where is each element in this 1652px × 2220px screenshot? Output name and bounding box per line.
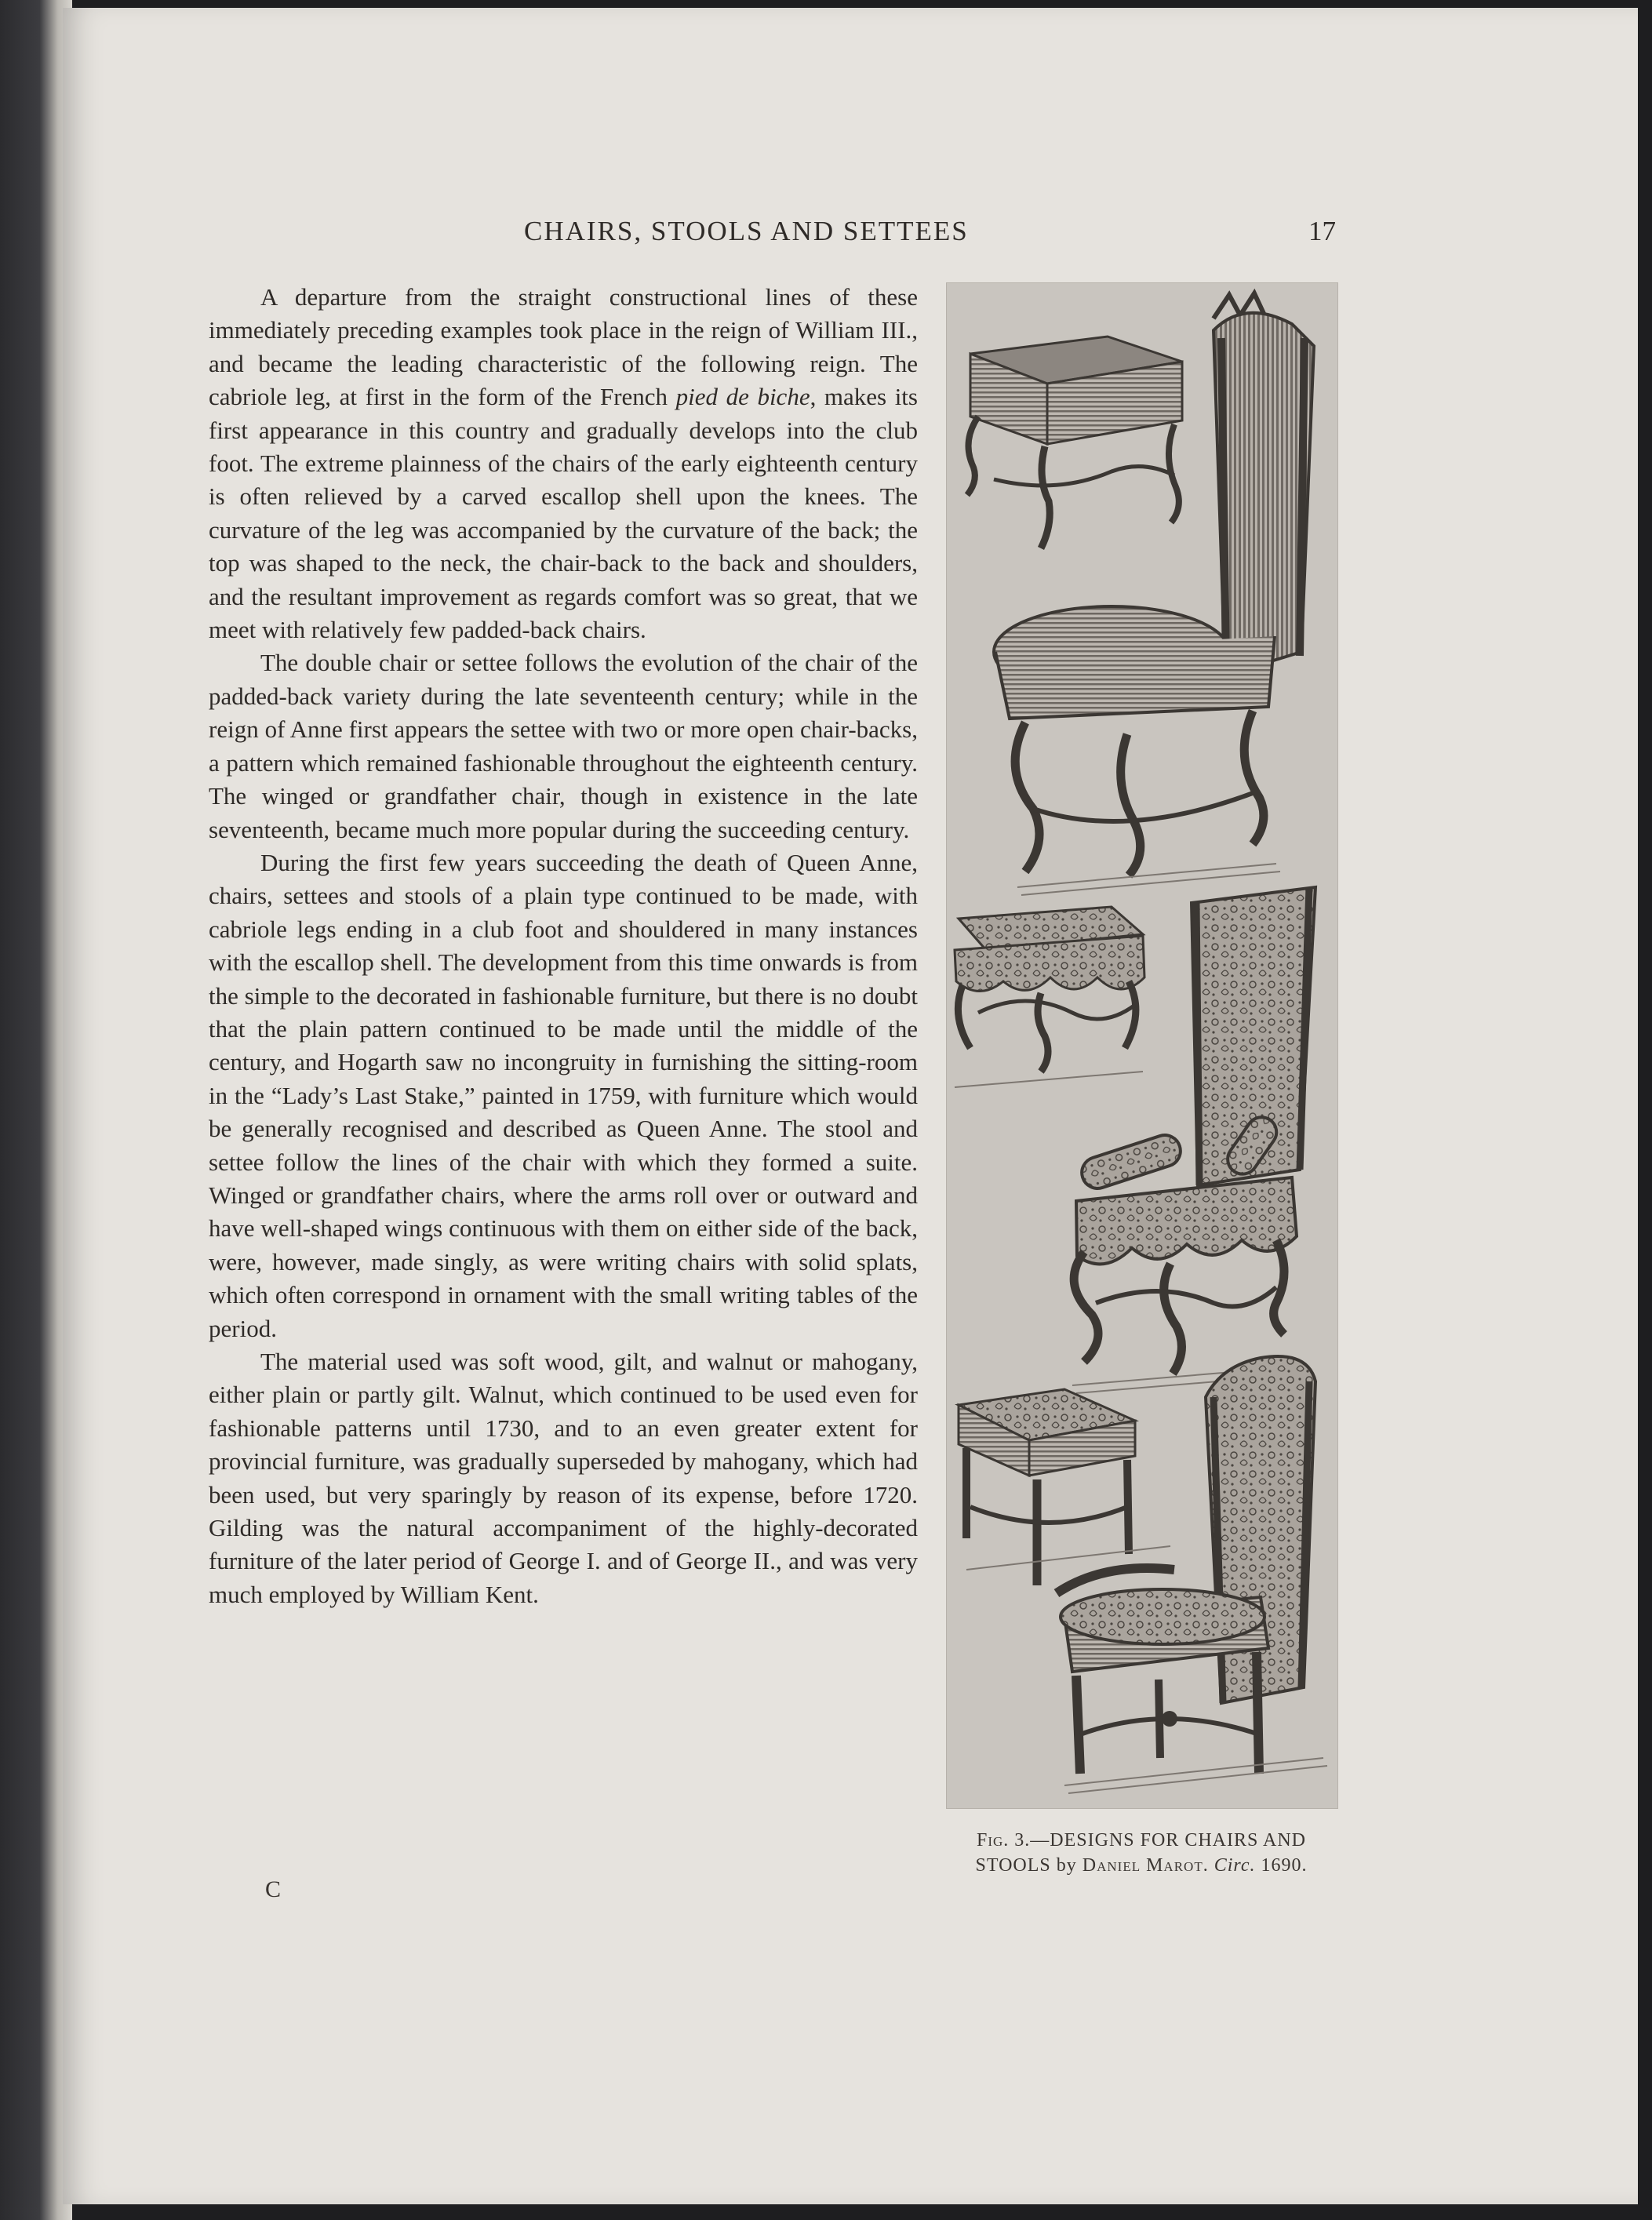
- caption-figure-number: Fig. 3.: [976, 1830, 1031, 1851]
- book-spine-edge: [0, 0, 72, 2220]
- caption-title: DESIGNS FOR CHAIRS AND STOOLS: [975, 1830, 1307, 1876]
- signature-mark: C: [265, 1876, 282, 1902]
- stool-2: [955, 907, 1144, 1087]
- caption-by: by: [1050, 1855, 1083, 1876]
- caption-author: Daniel Marot.: [1082, 1855, 1209, 1876]
- figure-caption: [941, 1828, 1341, 1878]
- figure-plate: [946, 282, 1338, 1809]
- furniture-engraving: [947, 283, 1337, 1808]
- stool-3: [959, 1389, 1170, 1585]
- paragraph-2: The double chair or settee follows the evolution of the chair of the padded-back variety during the late seventeenth century; while in the reign of Anne first appears the settee with two or more open chair-backs, a pattern which remained fashionable throughout the eighteenth century. The winged or grandfather chair, though in existence in the late seventeenth, became much more popular during the succeeding century.: [209, 649, 918, 843]
- italic-term: pied de biche: [675, 383, 810, 411]
- stool-1: [967, 337, 1182, 548]
- caption-year: 1690.: [1255, 1855, 1308, 1876]
- page-number: 17: [1308, 216, 1336, 246]
- caption-circa: Circ.: [1214, 1855, 1256, 1876]
- paragraph-4: The material used was soft wood, gilt, and walnut or mahogany, either plain or partly gilt. Walnut, which continued to be used even for fashionable patterns until 1730, and to an even greater extent for provincial furniture, was gradually superseded by mahogany, which had been used, but very sparingly by reason of its expense, before 1720. Gilding was the natural accompaniment of the highly-decorated furniture of the later period of George I. and of George II., and was very much employed by William Kent.: [209, 1348, 918, 1608]
- body-text: [209, 281, 918, 1611]
- paragraph-1: [209, 281, 918, 646]
- paragraph-1-text-b: , makes its first appearance in this country and gradually develops into the club foot. The extreme plainness of the chairs of the early eighteenth century is often relieved by a carved escallop shell upon the knees. The curvature of the leg was accompanied by the curvature of the back; the top was shaped to the neck, the chair-back to the back and shoulders, and the resultant improvement as regards comfort was so great, that we meet with relatively few padded-back chairs.: [209, 383, 918, 644]
- page-header: [0, 216, 1652, 263]
- paragraph-3: During the first few years succeeding the death of Queen Anne, chairs, settees and stools of a plain type continued to be made, with cabriole legs ending in a club foot and shouldered in many instances with the escallop shell. The development from this time onwards is from the simple to the decorated in fashionable furniture, but there is no doubt that the plain pattern continued to be made until the middle of the century, and Hogarth saw no incongruity in furnishing the sitting-room in the “Lady’s Last Stake,” painted in 1759, with furniture which would be generally recognised and described as Queen Anne. The stool and settee follow the lines of the chair with which they formed a suite. Winged or grandfather chairs, where the arms roll over or outward and have well-shaped wings continuous with them on either side of the back, were, however, made singly, as were writing chairs with solid splats, which often correspond in ornament with the small writing tables of the period.: [209, 848, 918, 1342]
- caption-dash: —: [1030, 1830, 1050, 1851]
- paragraph-1-text-a: A departure from the straight constructional lines of these immediately preceding examples took place in the reign of William III., and became the leading characteristic of the following reign. The cabriole leg, at first in the form of the French: [209, 283, 918, 411]
- running-head: CHAIRS, STOOLS AND SETTEES: [524, 216, 969, 246]
